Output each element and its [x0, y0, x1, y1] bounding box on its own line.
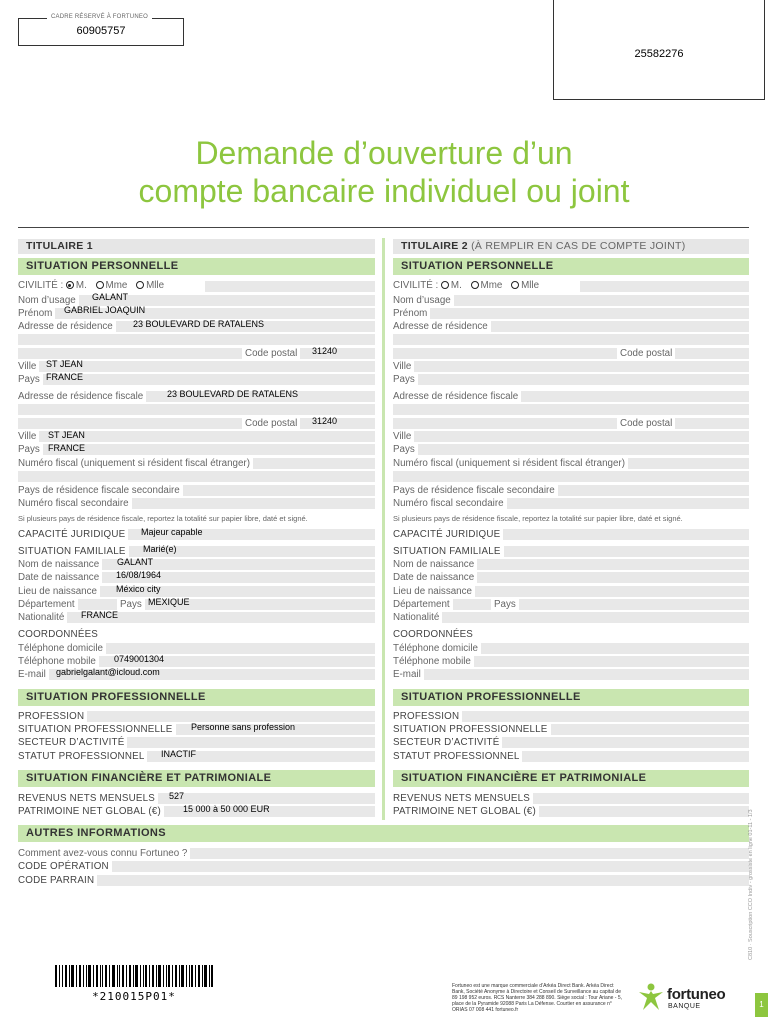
t1-secteur-label: SECTEUR D’ACTIVITÉ [18, 737, 127, 748]
t2-departement-label: Département [393, 599, 453, 610]
t2-date-naissance-label: Date de naissance [393, 572, 477, 583]
t2-ville-field[interactable] [393, 361, 749, 372]
t1-situation-pro-label: SITUATION PROFESSIONNELLE [18, 724, 176, 735]
t2-patrimoine-label: PATRIMOINE NET GLOBAL (€) [393, 806, 539, 817]
t1-cp-label: Code postal [242, 348, 300, 359]
t1-coordonnees-label: COORDONNÉES [18, 629, 101, 640]
t1-pays-naissance-value: MEXIQUE [148, 597, 190, 607]
t1-ville-fiscale-label: Ville [18, 431, 39, 442]
t2-numero-fiscal-sec-label: Numéro fiscal secondaire [393, 498, 507, 509]
t1-prenom-value: GABRIEL JOAQUIN [64, 305, 146, 315]
t2-adresse-field-3[interactable] [393, 348, 749, 359]
t2-situation-familiale-label: SITUATION FAMILIALE [393, 546, 504, 557]
t1-cp-fiscal-label: Code postal [242, 418, 300, 429]
t2-email-label: E-mail [393, 669, 424, 680]
t1-departement-label: Département [18, 599, 78, 610]
code-parrain-field[interactable] [18, 875, 749, 886]
t1-pays-fiscal-sec-label: Pays de résidence fiscale secondaire [18, 485, 183, 496]
t1-nationalite-field[interactable] [18, 612, 375, 623]
t1-tel-domicile-label: Téléphone domicile [18, 643, 106, 654]
t2-section-pro: SITUATION PROFESSIONNELLE [393, 689, 749, 706]
t2-pays-label: Pays [393, 374, 418, 385]
t1-cp-value: 31240 [312, 346, 338, 356]
t1-tel-mobile-label: Téléphone mobile [18, 656, 99, 667]
code-operation-label: CODE OPÉRATION [18, 861, 112, 872]
t1-capacite-label: CAPACITÉ JURIDIQUE [18, 529, 128, 540]
t2-numero-fiscal-field-2[interactable] [393, 471, 749, 482]
barcode-text: *210015P01* [92, 990, 176, 1003]
t2-statut-pro-label: STATUT PROFESSIONNEL [393, 751, 522, 762]
t2-pays-fiscal-field[interactable] [393, 444, 749, 455]
t1-radio-m[interactable] [66, 281, 74, 289]
t2-pays-fiscal-label: Pays [393, 444, 418, 455]
t2-pays-fiscal-sec-label: Pays de résidence fiscale secondaire [393, 485, 558, 496]
t1-nom-naissance-value: GALANT [117, 557, 154, 567]
titulaire2-header [393, 239, 749, 254]
t2-section-finance: SITUATION FINANCIÈRE ET PATRIMONIALE [393, 770, 749, 787]
t1-pays-naissance-label: Pays [117, 599, 145, 610]
t2-email-field[interactable] [393, 669, 749, 680]
t1-civ-fill [205, 281, 375, 292]
t1-date-naissance-value: 16/08/1964 [116, 570, 162, 580]
t1-revenus-label: REVENUS NETS MENSUELS [18, 793, 158, 804]
t1-numero-fiscal-sec-label: Numéro fiscal secondaire [18, 498, 132, 509]
title-line-1: Demande d’ouverture d’un [195, 135, 573, 171]
id-value: 25582276 [634, 48, 684, 60]
t1-adresse-fiscale-field-2[interactable] [18, 404, 375, 415]
page-title [0, 134, 768, 210]
t2-adresse-fiscale-label: Adresse de résidence fiscale [393, 391, 521, 402]
legal-notice: Fortuneo est une marque commerciale d’Arkéa Direct Bank. Arkéa Direct Bank, Société Anonyme à Directoire et Conseil de Surveillance au capital de 89 198 952 euros. RCS Nanterre 384 288 890. Siège social : Tour Ariane - 5, place de la Pyramide 92088 Paris La Défense. Courtier en assurance n° ORIAS 07 008 441 fortuneo.fr [452, 983, 623, 1013]
t2-lieu-naissance-label: Lieu de naissance [393, 586, 475, 597]
t2-radio-mlle[interactable] [511, 281, 519, 289]
t1-patrimoine-value: 15 000 à 50 000 EUR [183, 804, 270, 814]
t1-pays-value: FRANCE [46, 372, 84, 382]
t1-nom-usage-value: GALANT [92, 292, 129, 302]
t1-situation-familiale-label: SITUATION FAMILIALE [18, 546, 129, 557]
code-parrain-label: CODE PARRAIN [18, 875, 97, 886]
t1-section-perso: SITUATION PERSONNELLE [18, 258, 375, 275]
fortuneo-logo-text: fortuneo [667, 986, 726, 1003]
t1-note-fiscal: Si plusieurs pays de résidence fiscale, reportez la totalité sur papier libre, daté et signé. [18, 514, 308, 523]
t2-profession-label: PROFESSION [393, 711, 462, 722]
t1-lieu-naissance-value: México city [116, 584, 161, 594]
t1-email-value: gabrielgalant@icloud.com [56, 667, 160, 677]
t2-civilite [393, 280, 545, 291]
t2-revenus-label: REVENUS NETS MENSUELS [393, 793, 533, 804]
t2-cp-label: Code postal [617, 348, 675, 359]
t1-radio-mme[interactable] [96, 281, 104, 289]
t1-ville-fiscale-value: ST JEAN [48, 430, 85, 440]
t1-revenus-value: 527 [169, 791, 185, 801]
t1-situation-familiale-value: Marié(e) [143, 544, 177, 554]
t1-pays-fiscal-value: FRANCE [48, 443, 86, 453]
t2-pays-field[interactable] [393, 374, 749, 385]
t2-cp-fiscal-label: Code postal [617, 418, 675, 429]
t2-radio-mme-label: Mme [480, 280, 503, 291]
t2-prenom-field[interactable] [393, 308, 749, 319]
t1-date-naissance-label: Date de naissance [18, 572, 102, 583]
t2-adresse-fiscale-field-2[interactable] [393, 404, 749, 415]
barcode [55, 965, 213, 987]
t2-tel-domicile-label: Téléphone domicile [393, 643, 481, 654]
connu-label: Comment avez-vous connu Fortuneo ? [18, 848, 190, 859]
t2-prenom-label: Prénom [393, 308, 430, 319]
divider [18, 227, 749, 228]
reserved-label: CADRE RÉSERVÉ À FORTUNEO [47, 14, 152, 20]
page-number: 1 [755, 993, 768, 1017]
vertical-reference [748, 809, 758, 960]
t1-civilite-label: CIVILITÉ : [18, 280, 64, 291]
t1-pays-label: Pays [18, 374, 43, 385]
t2-nationalite-label: Nationalité [393, 612, 442, 623]
t1-civilite [18, 280, 170, 291]
t1-statut-pro-value: INACTIF [161, 749, 196, 759]
vertical-reference-text: C810 · Souscription CCO Indiv - grossiste en ligne 01-11 - 1/3 [748, 809, 754, 960]
t1-ville-value: ST JEAN [46, 359, 83, 369]
t2-civilite-label: CIVILITÉ : [393, 280, 439, 291]
t1-radio-mme-label: Mme [105, 280, 128, 291]
titulaire2-header-label: TITULAIRE 2 [401, 240, 468, 252]
t2-situation-pro-label: SITUATION PROFESSIONNELLE [393, 724, 551, 735]
fortuneo-logo-subtitle: BANQUE [668, 1003, 701, 1010]
t2-ville-fiscale-label: Ville [393, 431, 414, 442]
t2-numero-fiscal-label: Numéro fiscal (uniquement si résident fiscal étranger) [393, 458, 628, 469]
t1-lieu-naissance-label: Lieu de naissance [18, 586, 100, 597]
t1-section-finance: SITUATION FINANCIÈRE ET PATRIMONIALE [18, 770, 375, 787]
t1-radio-mlle-label: Mlle [146, 280, 165, 291]
t1-prenom-label: Prénom [18, 308, 55, 319]
t1-pays-fiscal-label: Pays [18, 444, 43, 455]
title-line-2: compte bancaire individuel ou joint [138, 173, 630, 209]
t1-capacite-value: Majeur capable [141, 527, 203, 537]
reserved-box [18, 14, 184, 46]
t1-adresse-fiscale-value: 23 BOULEVARD DE RATALENS [167, 389, 299, 399]
t2-radio-mlle-label: Mlle [521, 280, 540, 291]
t1-ville-label: Ville [18, 361, 39, 372]
id-box [553, 0, 765, 100]
titulaire2-header-note: (À REMPLIR EN CAS DE COMPTE JOINT) [471, 240, 686, 252]
t1-statut-pro-label: STATUT PROFESSIONNEL [18, 751, 147, 762]
t1-numero-fiscal-label: Numéro fiscal (uniquement si résident fiscal étranger) [18, 458, 253, 469]
column-separator [382, 238, 385, 820]
t1-adresse-value: 23 BOULEVARD DE RATALENS [133, 319, 265, 329]
t1-section-pro: SITUATION PROFESSIONNELLE [18, 689, 375, 706]
t1-email-label: E-mail [18, 669, 49, 680]
t2-radio-mme[interactable] [471, 281, 479, 289]
t2-civ-fill [580, 281, 749, 292]
t2-pays-naissance-label: Pays [491, 599, 519, 610]
t2-nom-naissance-label: Nom de naissance [393, 559, 477, 570]
t1-radio-m-label: M. [75, 280, 87, 291]
t2-coordonnees-label: COORDONNÉES [393, 629, 476, 640]
t1-adresse-field-2[interactable] [18, 334, 375, 345]
t2-nationalite-field[interactable] [393, 612, 749, 623]
t2-note-fiscal: Si plusieurs pays de résidence fiscale, reportez la totalité sur papier libre, daté et signé. [393, 514, 683, 523]
reserved-value: 60905757 [76, 25, 126, 37]
titulaire1-header-label: TITULAIRE 1 [26, 240, 93, 252]
t2-nom-usage-label: Nom d’usage [393, 295, 454, 306]
t2-ville-label: Ville [393, 361, 414, 372]
t1-nom-usage-label: Nom d’usage [18, 295, 79, 306]
t2-capacite-label: CAPACITÉ JURIDIQUE [393, 529, 503, 540]
t1-situation-pro-value: Personne sans profession [191, 722, 296, 732]
t1-numero-fiscal-field-2[interactable] [18, 471, 375, 482]
t2-radio-m-label: M. [450, 280, 462, 291]
t2-adresse-field-2[interactable] [393, 334, 749, 345]
t1-nationalite-label: Nationalité [18, 612, 67, 623]
t1-patrimoine-label: PATRIMOINE NET GLOBAL (€) [18, 806, 164, 817]
t2-ville-fiscale-field[interactable] [393, 431, 749, 442]
t1-radio-mlle[interactable] [136, 281, 144, 289]
t1-cp-fiscal-value: 31240 [312, 416, 338, 426]
t2-tel-mobile-label: Téléphone mobile [393, 656, 474, 667]
t2-adresse-label: Adresse de résidence [393, 321, 491, 332]
code-operation-field[interactable] [18, 861, 749, 872]
section-autres: AUTRES INFORMATIONS [18, 825, 749, 842]
t1-adresse-fiscale-label: Adresse de résidence fiscale [18, 391, 146, 402]
t1-tel-mobile-value: 0749001304 [114, 654, 165, 664]
t1-nom-naissance-label: Nom de naissance [18, 559, 102, 570]
t2-secteur-label: SECTEUR D’ACTIVITÉ [393, 737, 502, 748]
t2-adresse-fiscale-field-3[interactable] [393, 418, 749, 429]
t1-nationalite-value: FRANCE [81, 610, 119, 620]
t1-adresse-label: Adresse de résidence [18, 321, 116, 332]
fortuneo-logo-icon [637, 982, 665, 1012]
titulaire1-header [18, 239, 375, 254]
t1-profession-label: PROFESSION [18, 711, 87, 722]
t2-section-perso: SITUATION PERSONNELLE [393, 258, 749, 275]
t2-radio-m[interactable] [441, 281, 449, 289]
